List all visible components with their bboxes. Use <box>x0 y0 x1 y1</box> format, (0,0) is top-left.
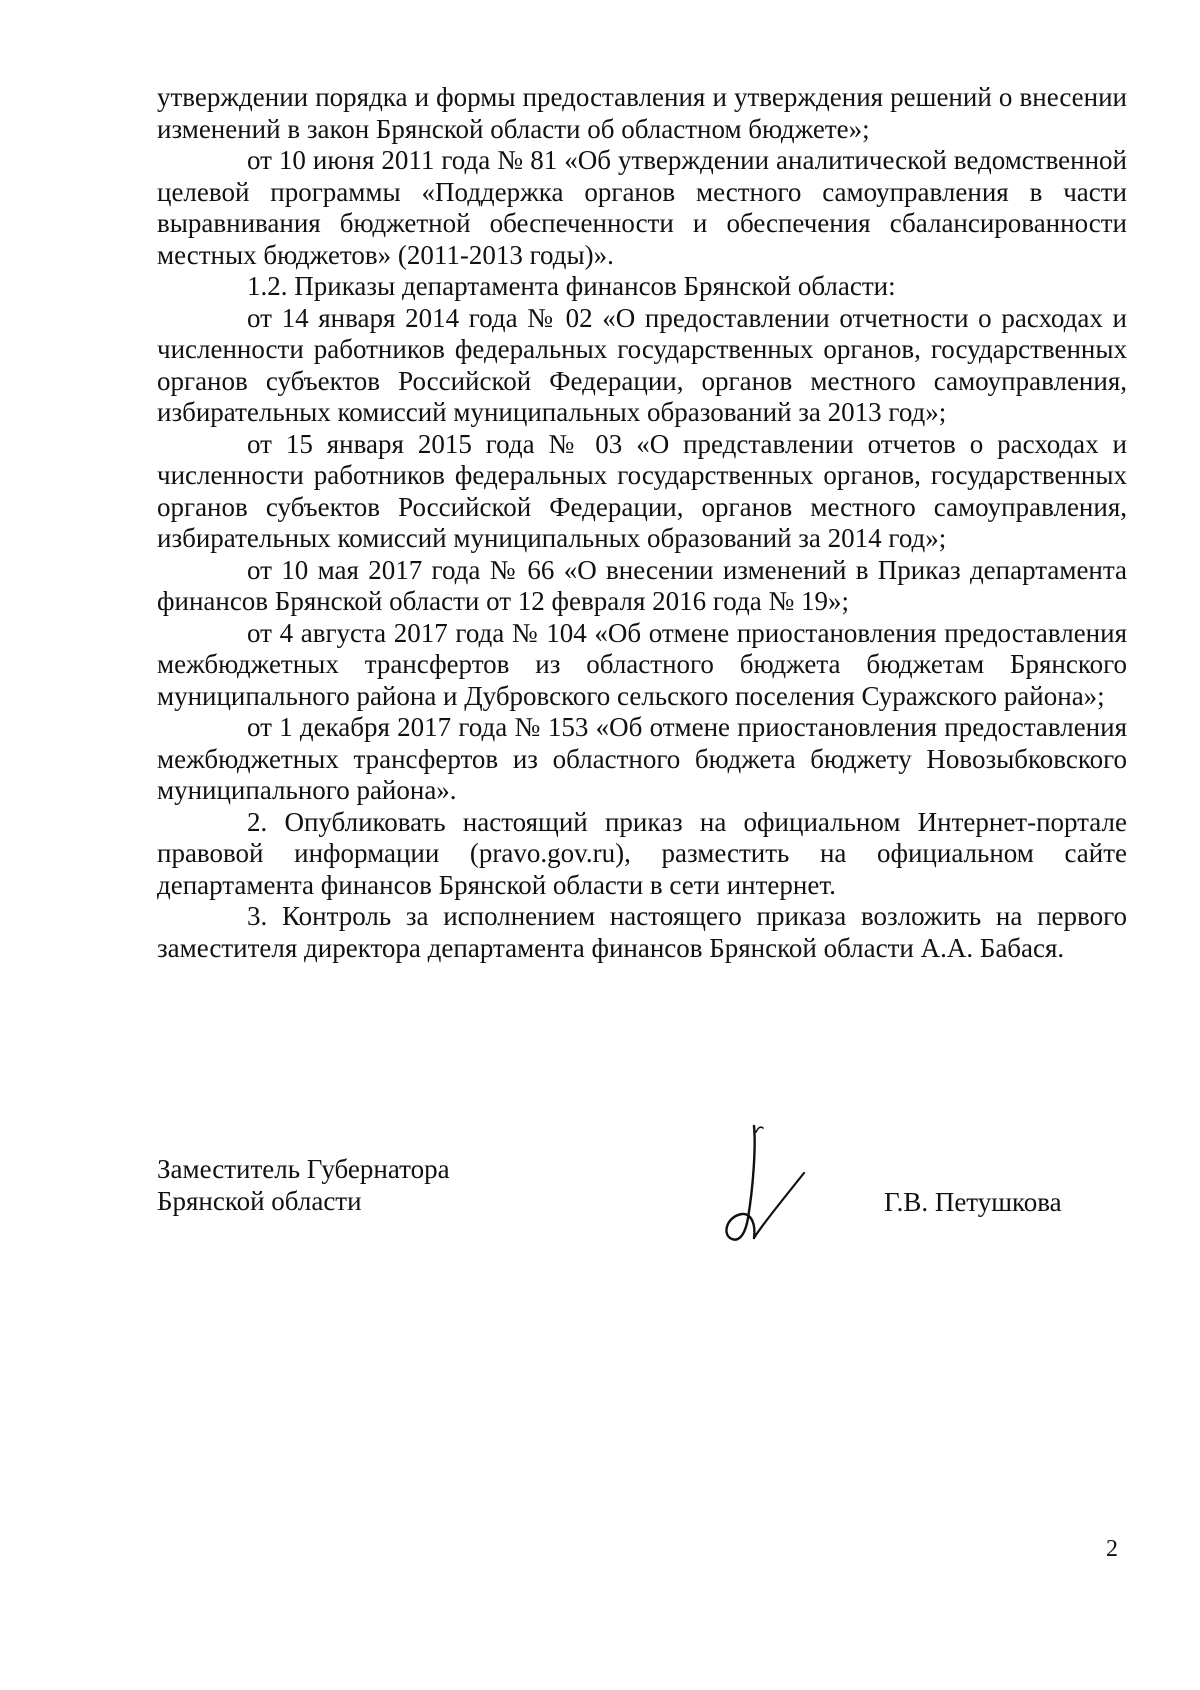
signatory-position-line-2: Брянской области <box>157 1186 362 1216</box>
paragraph-order-2011-81: от 10 июня 2011 года № 81 «Об утверждении аналитической ведомственной целевой программы «Поддержка органов местного самоуправления в части выравнивания бюджетной обеспеченности и обеспечения сбалансированности местных бюджетов» (2011-2013 годы)». <box>157 145 1127 270</box>
handwritten-signature <box>720 1118 830 1263</box>
page-number: 2 <box>1106 1536 1118 1562</box>
signatory-name: Г.В. Петушкова <box>884 1187 1062 1217</box>
paragraph-section-1-2: 1.2. Приказы департамента финансов Брянской области: <box>247 271 896 301</box>
paragraph-item-3-control: 3. Контроль за исполнением настоящего приказа возложить на первого заместителя директора департамента финансов Брянской области А.А. Бабася. <box>157 901 1127 963</box>
paragraph-item-2-publish: 2. Опубликовать настоящий приказ на официальном Интернет-портале правовой информации (pravo.gov.ru), разместить на официальном сайте департамента финансов Брянской области в сети интернет. <box>157 806 1127 900</box>
signatory-position-line-1: Заместитель Губернатора <box>157 1154 450 1184</box>
paragraph-order-2017-153: от 1 декабря 2017 года № 153 «Об отмене приостановления предоставления межбюджетных трансфертов из областного бюджета бюджету Новозыбковского муниципального района». <box>157 712 1127 805</box>
signatory-position <box>157 1153 450 1217</box>
paragraph-order-2014-02: от 14 января 2014 года № 02 «О предоставлении отчетности о расходах и численности работников федеральных государственных органов, государственных органов субъектов Российской Федерации, органов местного самоуправления, избирательных комиссий муниципальных образований за 2013 год»; <box>157 302 1127 427</box>
paragraph-continuation: утверждении порядка и формы предоставления и утверждения решений о внесении изменений в закон Брянской области об областном бюджете»; <box>157 82 1127 144</box>
paragraph-order-2017-104: от 4 августа 2017 года № 104 «Об отмене приостановления предоставления межбюджетных трансфертов из областного бюджета бюджетам Брянского муниципального района и Дубровского сельского поселения Суражского района»; <box>157 617 1127 711</box>
document-body <box>157 82 1127 964</box>
paragraph-order-2015-03: от 15 января 2015 года № 03 «О представлении отчетов о расходах и численности работников федеральных государственных органов, государственных органов субъектов Российской Федерации, органов местного самоуправления, избирательных комиссий муниципальных образований за 2014 год»; <box>157 428 1127 553</box>
paragraph-order-2017-66: от 10 мая 2017 года № 66 «О внесении изменений в Приказ департамента финансов Брянской области от 12 февраля 2016 года № 19»; <box>157 554 1127 616</box>
